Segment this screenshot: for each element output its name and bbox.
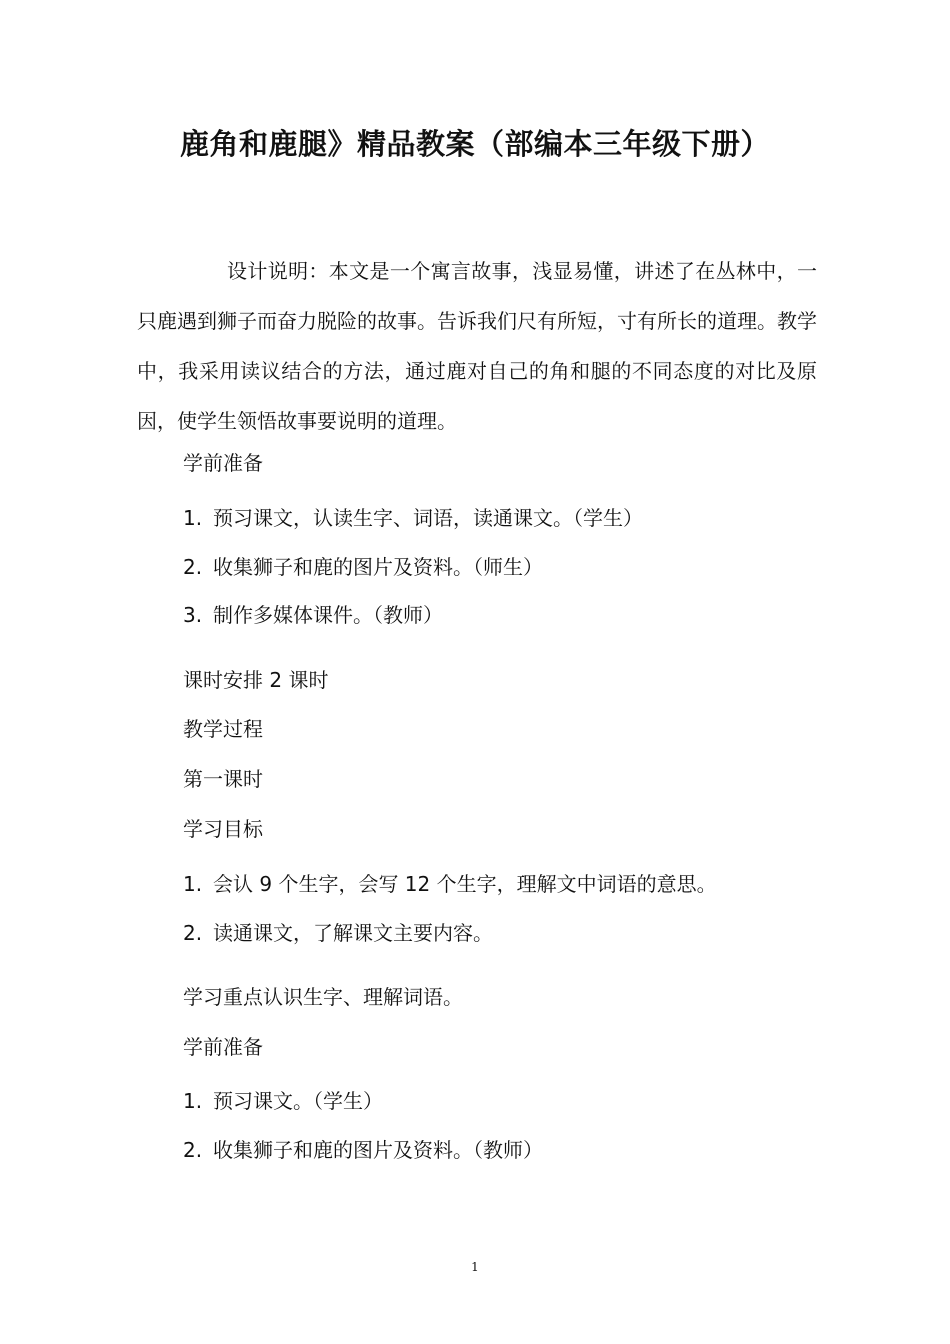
prep2-heading: 学前准备 <box>183 1035 263 1059</box>
document-title: 鹿角和鹿腿》精品教案（部编本三年级下册） <box>179 127 770 161</box>
prep-item-text: 收集狮子和鹿的图片及资料。（师生） <box>213 555 543 579</box>
prep2-item-text: 收集狮子和鹿的图片及资料。（教师） <box>213 1138 543 1162</box>
prep2-item-text: 预习课文。（学生） <box>213 1089 383 1113</box>
goal-item-text: 读通课文，了解课文主要内容。 <box>213 921 493 945</box>
prep-item-text: 预习课文，认读生字、词语，读通课文。（学生） <box>213 506 643 530</box>
prep2-item-number: 1. <box>183 1089 203 1113</box>
prep-item <box>183 600 443 630</box>
prep-item <box>183 552 543 582</box>
page-number: 1 <box>471 1260 479 1274</box>
prep-item-number: 1. <box>183 506 203 530</box>
prep-item-number: 3. <box>183 603 203 627</box>
prep-item-number: 2. <box>183 555 203 579</box>
prep2-item <box>183 1086 383 1116</box>
design-intro-paragraph: 设计说明：本文是一个寓言故事，浅显易懂，讲述了在丛林中，一只鹿遇到狮子而奋力脱险的故事。告诉我们尺有所短，寸有所长的道理。教学中，我采用读议结合的方法，通过鹿对自己的角和腿的不同态度的对比及原因，使学生领悟故事要说明的道理。 <box>137 259 817 433</box>
goal-item-text: 会认 9 个生字，会写 12 个生字，理解文中词语的意思。 <box>213 872 717 896</box>
lesson-one-heading: 第一课时 <box>183 767 263 791</box>
prep-heading: 学前准备 <box>183 451 263 475</box>
prep-item <box>183 503 643 533</box>
goal-item-number: 2. <box>183 921 203 945</box>
prep2-item <box>183 1135 543 1165</box>
prep2-item-number: 2. <box>183 1138 203 1162</box>
process-heading: 教学过程 <box>183 717 263 741</box>
schedule-line: 课时安排 2 课时 <box>183 668 329 692</box>
goal-item <box>183 869 717 899</box>
key-points-line: 学习重点认识生字、理解词语。 <box>183 985 463 1009</box>
prep-item-text: 制作多媒体课件。（教师） <box>213 603 443 627</box>
goals-heading: 学习目标 <box>183 817 263 841</box>
goal-item-number: 1. <box>183 872 203 896</box>
goal-item <box>183 918 493 948</box>
